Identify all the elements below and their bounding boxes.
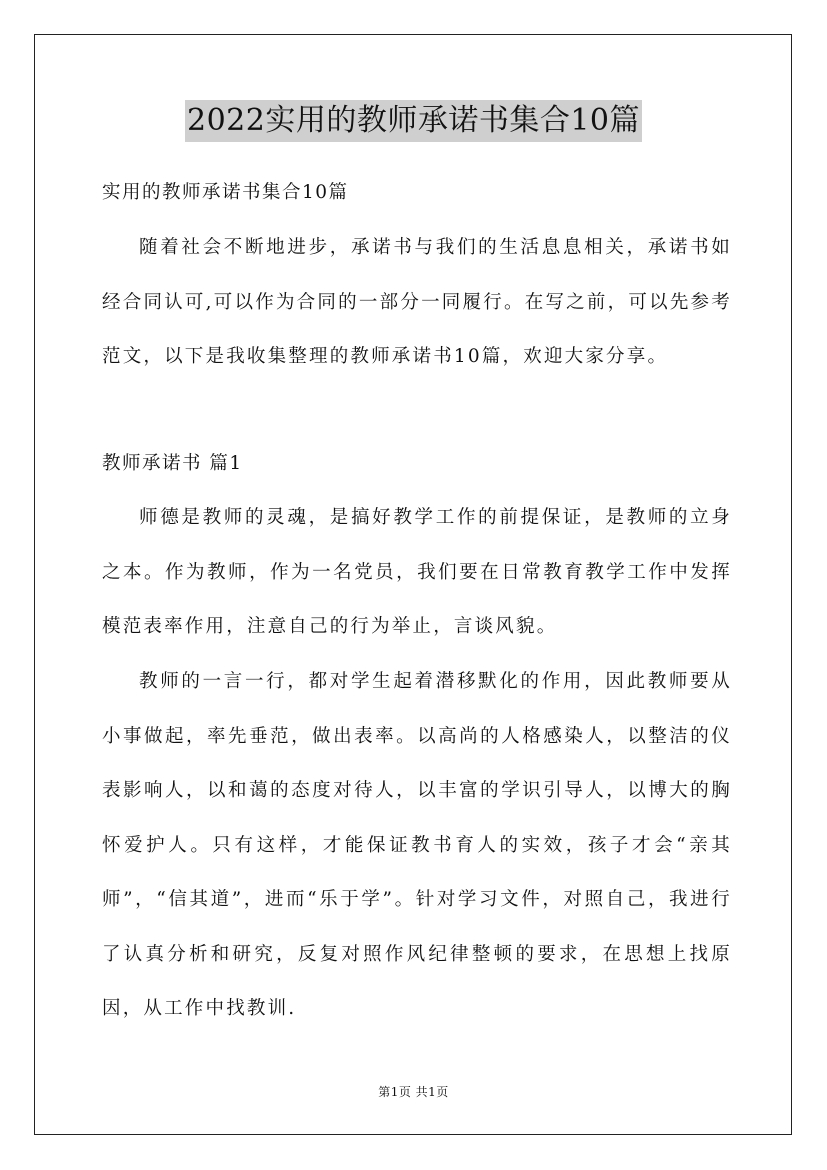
document-title: 2022实用的教师承诺书集合10篇 xyxy=(185,100,642,142)
page-footer: 第1页 共1页 xyxy=(378,1085,449,1099)
section-heading: 教师承诺书 篇1 xyxy=(102,453,243,474)
body-paragraph-1: 师德是教师的灵魂，是搞好教学工作的前提保证，是教师的立身之本。作为教师，作为一名党员，我们要在日常教育教学工作中发挥模范表率作用，注意自己的行为举止，言谈风貌。 xyxy=(102,507,732,637)
body-paragraph-2: 教师的一言一行，都对学生起着潜移默化的作用，因此教师要从小事做起，率先垂范，做出表率。以高尚的人格感染人，以整洁的仪表影响人，以和蔼的态度对待人，以丰富的学识引导人，以博大的胸怀爱护人。只有这样，才能保证教书育人的实效，孩子才会“亲其师”，“信其道”，进而“乐于学”。针对学习文件，对照自己，我进行了认真分析和研究，反复对照作风纪律整顿的要求，在思想上找原因，从工作中找教训. xyxy=(102,671,732,1019)
title-container xyxy=(0,100,827,142)
intro-paragraph: 随着社会不断地进步，承诺书与我们的生活息息相关，承诺书如经合同认可,可以作为合同的一部分一同履行。在写之前，可以先参考范文，以下是我收集整理的教师承诺书10篇，欢迎大家分享。 xyxy=(102,237,732,367)
document-subtitle: 实用的教师承诺书集合10篇 xyxy=(102,182,349,203)
